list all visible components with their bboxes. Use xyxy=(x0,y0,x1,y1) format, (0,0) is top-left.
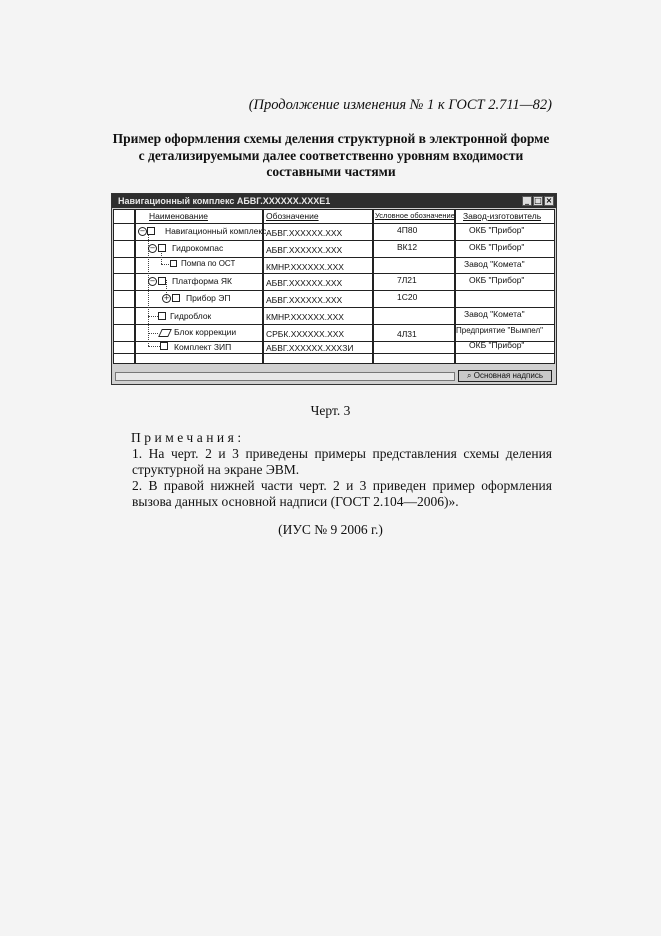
title-line-3: составными частями xyxy=(266,164,396,179)
tree-item-name[interactable]: Гидрокомпас xyxy=(172,243,224,253)
manufacturer-cell: ОКБ "Прибор" xyxy=(469,225,525,235)
tree-item-name[interactable]: Комплект ЗИП xyxy=(174,342,232,352)
kit-icon xyxy=(160,342,168,350)
column-header-manufacturer[interactable]: Завод-изготовитель xyxy=(463,211,542,221)
structure-window xyxy=(111,193,557,385)
document-icon xyxy=(158,329,172,337)
expand-icon[interactable]: + xyxy=(163,294,170,302)
close-button[interactable]: × xyxy=(545,196,553,205)
designation-cell: КМНР.XXXXXX.XXX xyxy=(266,262,344,272)
structure-table xyxy=(113,209,555,364)
assembly-icon xyxy=(172,294,180,302)
designation-cell: СРБК.XXXXXX.XXX xyxy=(266,329,345,339)
manufacturer-cell: Завод "Комета" xyxy=(464,259,525,269)
assembly-icon xyxy=(158,244,166,252)
collapse-icon[interactable]: − xyxy=(149,277,156,285)
title-block-button-label: Основная надпись xyxy=(473,371,543,380)
collapse-icon[interactable]: − xyxy=(139,227,146,235)
title-line-1: Пример оформления схемы деления структурной в электронной форме xyxy=(112,131,550,146)
symbol-cell: 7Л21 xyxy=(397,275,417,285)
tree-item-name[interactable]: Прибор ЭП xyxy=(186,293,231,303)
manufacturer-cell: ОКБ "Прибор" xyxy=(469,340,525,350)
tree-item-name[interactable]: Гидроблок xyxy=(170,311,212,321)
designation-cell: АБВГ.XXXXXX.XXX xyxy=(266,295,343,305)
manufacturer-cell: ОКБ "Прибор" xyxy=(469,275,525,285)
designation-cell: АБВГ.XXXXXX.XXXЗИ xyxy=(266,343,354,353)
note-2-text: 2. В правой нижней части черт. 2 и 3 приведен пример оформления вызова данных основной надписи (ГОСТ 2.104—2006)». xyxy=(132,478,552,509)
designation-cell: АБВГ.XXXXXX.XXX xyxy=(266,228,343,238)
symbol-cell: ВК12 xyxy=(397,242,418,252)
designation-cell: АБВГ.XXXXXX.XXX xyxy=(266,278,343,288)
window-title: Навигационный комплекс АБВГ.XXXXXX.XXXE1 xyxy=(118,196,331,206)
column-header-designation[interactable]: Обозначение xyxy=(266,211,319,221)
notes-heading: Примечания: xyxy=(131,430,245,445)
tree-item-name[interactable]: Блок коррекции xyxy=(174,327,237,337)
title-line-2: с детализируемыми далее соответственно уровням входимости xyxy=(138,147,524,163)
note-1 xyxy=(112,446,552,478)
column-header-symbol[interactable]: Условное обозначение xyxy=(375,211,455,220)
search-icon: ⌕ xyxy=(467,371,474,380)
status-bar xyxy=(113,369,555,383)
column-header-name[interactable]: Наименование xyxy=(149,211,208,221)
minimize-button[interactable]: _ xyxy=(522,196,532,206)
tree-item-name[interactable]: Платформа ЯК xyxy=(172,276,232,286)
horizontal-scrollbar[interactable] xyxy=(115,372,455,381)
title-block-button[interactable] xyxy=(458,370,552,382)
assembly-icon xyxy=(158,277,166,285)
assembly-icon xyxy=(147,227,155,235)
tree-item-name[interactable]: Помпа по ОСТ xyxy=(181,259,236,268)
window-title-bar[interactable] xyxy=(112,194,556,208)
figure-caption: Черт. 3 xyxy=(310,403,351,418)
part-icon xyxy=(170,260,177,267)
figure-title xyxy=(100,131,562,181)
part-icon xyxy=(158,312,166,320)
manufacturer-cell: Завод "Комета" xyxy=(464,309,525,319)
collapse-icon[interactable]: − xyxy=(149,244,156,252)
maximize-button[interactable]: □ xyxy=(534,196,542,205)
symbol-cell: 4П80 xyxy=(397,225,418,235)
symbol-cell: 4Л31 xyxy=(397,329,417,339)
symbol-cell: 1С20 xyxy=(397,292,418,302)
note-2 xyxy=(112,478,552,510)
note-1-text: 1. На черт. 2 и 3 приведены примеры представления схемы деления структурной на экране ЭВМ. xyxy=(132,446,552,477)
amendment-reference: (ИУС № 9 2006 г.) xyxy=(278,522,383,537)
tree-item-name[interactable]: Навигационный комплекс xyxy=(165,226,267,236)
designation-cell: КМНР.XXXXXX.XXX xyxy=(266,312,344,322)
manufacturer-cell: ОКБ "Прибор" xyxy=(469,242,525,252)
manufacturer-cell: Предприятие "Вымпел" xyxy=(456,326,543,335)
continuation-header: (Продолжение изменения № 1 к ГОСТ 2.711—82) xyxy=(248,97,552,113)
designation-cell: АБВГ.XXXXXX.XXX xyxy=(266,245,343,255)
